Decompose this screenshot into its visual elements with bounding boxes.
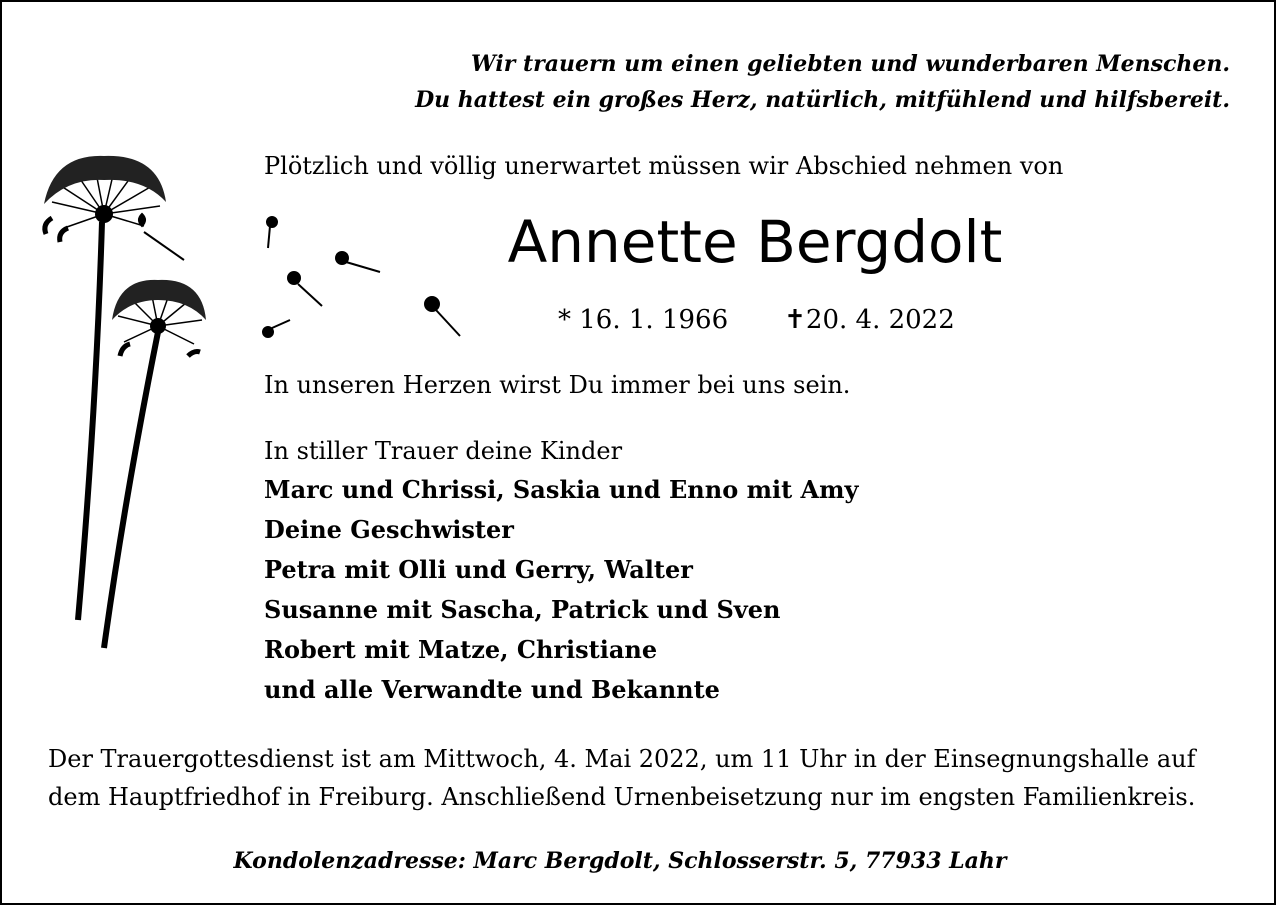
service-info (48, 740, 1196, 816)
condolence-address: Kondolenzadresse: Marc Bergdolt, Schlosserstr. 5, 77933 Lahr (233, 848, 1007, 874)
intro-line: Plötzlich und völlig unerwartet müssen wir Abschied nehmen von (264, 152, 1064, 180)
mourner-line: Marc und Chrissi, Saskia und Enno mit Amy (264, 475, 859, 504)
mourner-line: Petra mit Olli und Gerry, Walter (264, 555, 693, 584)
deceased-name: Annette Bergdolt (507, 208, 1003, 276)
motto-line-2: Du hattest ein großes Herz, natürlich, mitfühlend und hilfsbereit. (415, 87, 1230, 113)
service-line-1: Der Trauergottesdienst ist am Mittwoch, 4. Mai 2022, um 11 Uhr in der Einsegnungshalle auf (48, 745, 1196, 773)
life-dates (558, 302, 955, 338)
mourner-line: Susanne mit Sascha, Patrick und Sven (264, 595, 781, 624)
mourner-line: Deine Geschwister (264, 515, 514, 544)
birth-date: * 16. 1. 1966 (558, 305, 729, 335)
motto (415, 46, 1230, 118)
death-date: ✝20. 4. 2022 (784, 305, 955, 335)
mourner-line: und alle Verwandte und Bekannte (264, 675, 720, 704)
motto-line-1: Wir trauern um einen geliebten und wunderbaren Menschen. (471, 51, 1230, 77)
mourners-list (264, 470, 858, 710)
service-line-2: dem Hauptfriedhof in Freiburg. Anschließend Urnenbeisetzung nur im engsten Familienkreis. (48, 783, 1196, 811)
mourners-intro: In stiller Trauer deine Kinder (264, 437, 623, 465)
mourner-line: Robert mit Matze, Christiane (264, 635, 658, 664)
heart-line: In unseren Herzen wirst Du immer bei uns sein. (264, 371, 851, 399)
